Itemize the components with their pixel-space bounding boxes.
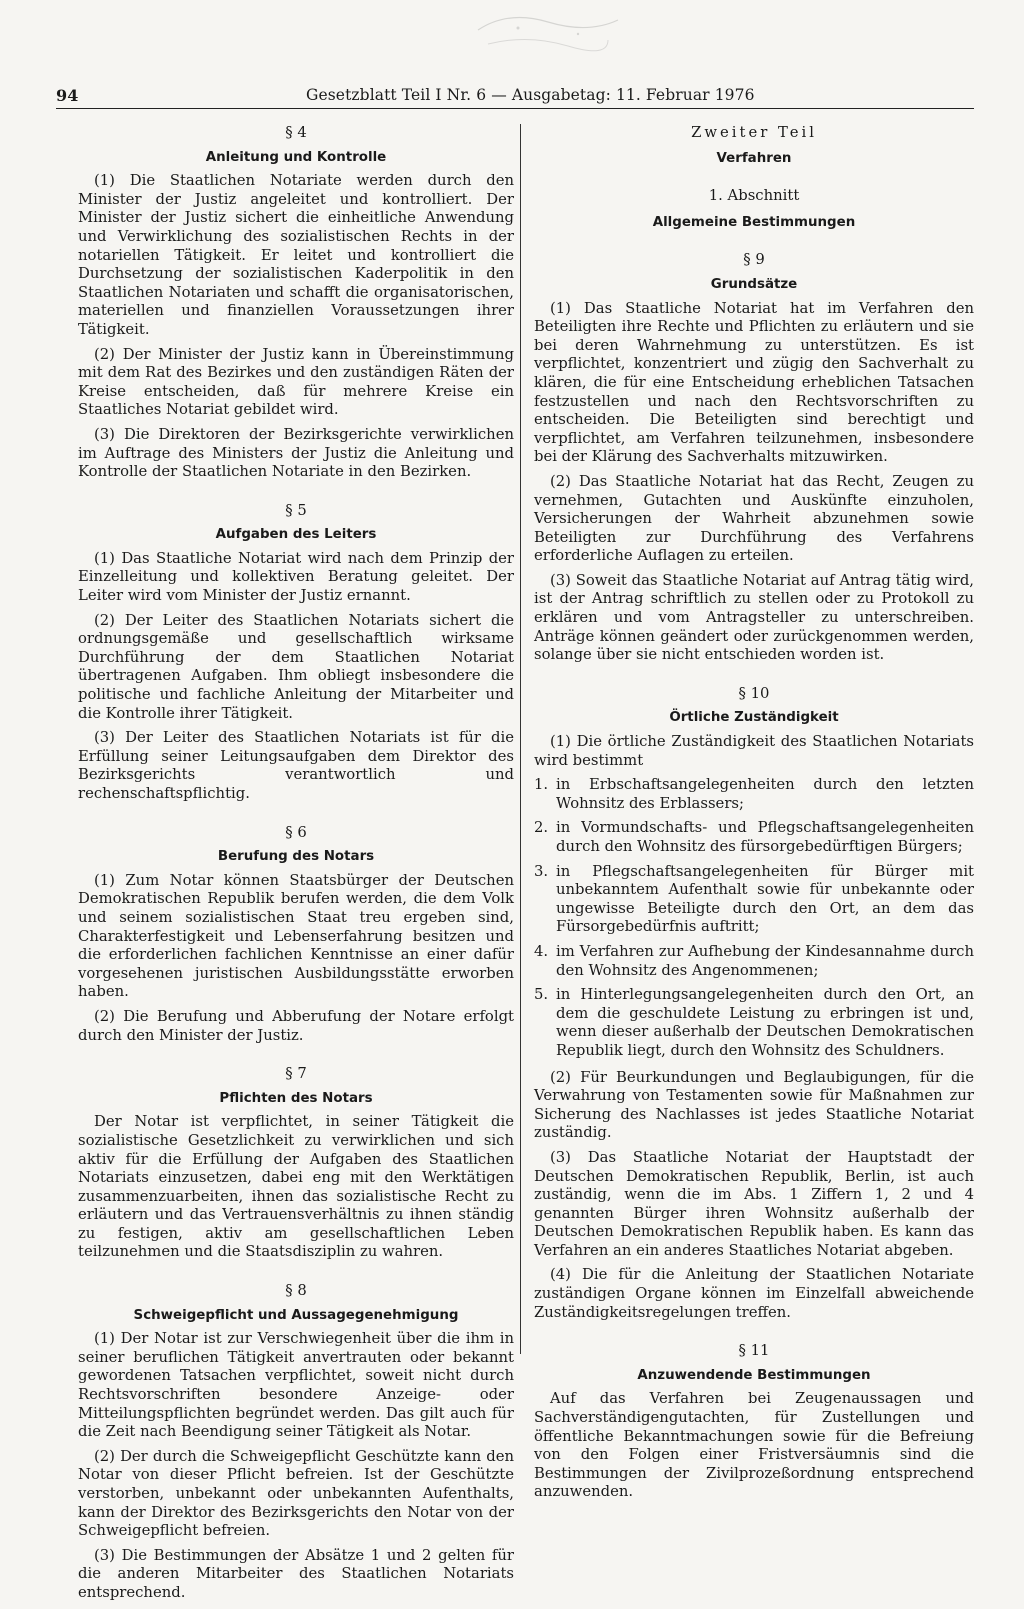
page-header (56, 86, 974, 110)
section-number: § 9 (743, 251, 765, 269)
section-number: § 6 (285, 823, 307, 841)
list-item: 4. im Verfahren zur Aufhebung der Kindesannahme durch den Wohnsitz des Angenommenen; (534, 942, 974, 979)
list-item: 2. in Vormundschafts- und Pflegschaftsangelegenheiten durch den Wohnsitz des fürsorgebedürftigen Bürgers; (534, 819, 974, 855)
chapter-title: Allgemeine Bestimmungen (652, 214, 856, 230)
paragraph: (1) Das Staatliche Notariat wird nach dem Prinzip der Einzelleitung und kollektiven Beratung geleitet. Der Leiter wird vom Minister der Justiz ernannt. (78, 549, 514, 605)
section-number: § 10 (738, 684, 770, 702)
paragraph: (2) Der durch die Schweigepflicht Geschützte kann den Notar von dieser Pflicht befreien. Ist der Geschützte verstorben, unbekannt oder unbekannten Aufenthalts, kann der Direktor des Bezirksgerichts den Notar von der Schweigepflicht befreien. (78, 1447, 514, 1540)
jurisdiction-list (534, 776, 974, 1060)
list-item: 5. in Hinterlegungsangelegenheiten durch den Ort, an dem die geschuldete Leistung zu erbringen ist und, wenn dieser außerhalb der Deutschen Demokratischen Republik liegt, durch den Wohnsitz des Schuldners. (534, 986, 974, 1059)
section-title: Aufgaben des Leiters (215, 527, 377, 543)
paragraph: (4) Die für die Anleitung der Staatlichen Notariate zuständigen Organe können im Einzelfall abweichende Zuständigkeitsregelungen treffen. (534, 1266, 974, 1321)
section-title: Grundsätze (710, 276, 798, 292)
section-5 (78, 502, 514, 804)
right-column (534, 124, 974, 1508)
paragraph: Auf das Verfahren bei Zeugenaussagen und Sachverständigengutachten, für Zustellungen und öffentliche Bekanntmachungen sowie für die Befreiung von den Folgen einer Fristversäumnis sind die Bestimmungen der Zivilprozeßordnung entsprechend anzuwenden. (534, 1390, 974, 1501)
section-number: § 5 (285, 501, 307, 519)
section-8 (78, 1282, 514, 1603)
chapter-label: 1. Abschnitt (708, 187, 800, 205)
paragraph: (3) Soweit das Staatliche Notariat auf Antrag tätig wird, ist der Antrag schriftlich zu stellen oder zu Protokoll zu erklären und vom Antragsteller zu unterschreiben. Anträge können geändert oder zurückgenommen werden, solange über sie nicht entschieden worden ist. (534, 571, 974, 664)
part-title: Zweiter Teil (691, 124, 817, 141)
paragraph: (1) Der Notar ist zur Verschwiegenheit über die ihm in seiner beruflichen Tätigkeit anvertrauten oder bekannt gewordenen Tatsachen verpflichtet, soweit nicht durch Rechtsvorschriften besondere Anzeige- oder Mitteilungspflichten begründet werden. Das gilt auch für die Zeit nach Beendigung seiner Tätigkeit als Notar. (78, 1330, 514, 1441)
section-4 (78, 124, 514, 482)
paragraph: (1) Die örtliche Zuständigkeit des Staatlichen Notariats wird bestimmt (534, 733, 974, 769)
part-subtitle: Verfahren (716, 150, 792, 166)
paragraph: (2) Der Minister der Justiz kann in Übereinstimmung mit dem Rat des Bezirkes und den zuständigen Räten der Kreise entscheiden, daß für mehrere Kreise ein Staatliches Notariat gebildet wird. (78, 345, 514, 419)
section-title: Anzuwendende Bestimmungen (637, 1367, 871, 1383)
paragraph: (3) Der Leiter des Staatlichen Notariats ist für die Erfüllung seiner Leitungsaufgaben dem Direktor des Bezirksgerichts verantwortlich und rechenschaftspflichtig. (78, 729, 514, 802)
column-divider (520, 124, 521, 1354)
section-7 (78, 1065, 514, 1262)
section-10 (534, 685, 974, 1322)
section-number: § 4 (285, 124, 307, 141)
paragraph: (2) Das Staatliche Notariat hat das Recht, Zeugen zu vernehmen, Gutachten und Auskünfte einzuholen, Versicherungen der Wahrheit abzunehmen sowie Beteiligten zur Durchführung des Verfahrens erforderliche Auflagen zu erteilen. (534, 472, 974, 565)
section-title: Berufung des Notars (217, 849, 375, 865)
paragraph: (3) Die Direktoren der Bezirksgerichte verwirklichen im Auftrage des Ministers der Justiz die Anleitung und Kontrolle der Staatlichen Notariate in den Bezirken. (78, 425, 514, 481)
section-9 (534, 251, 974, 664)
section-6 (78, 824, 514, 1046)
header-rule (56, 108, 974, 109)
paragraph: (2) Die Berufung und Abberufung der Notare erfolgt durch den Minister der Justiz. (78, 1007, 514, 1044)
paragraph: (3) Das Staatliche Notariat der Hauptstadt der Deutschen Demokratischen Republik, Berlin, ist auch zuständig, wenn die im Abs. 1 Ziffern 1, 2 und 4 genannten Bürger ihren Wohnsitz außerhalb der Deutschen Demokratischen Republik haben. Es kann das Verfahren an ein anderes Staatliches Notariat abgeben. (534, 1148, 974, 1259)
archive-stamp-smudge (458, 0, 628, 64)
left-column (78, 124, 514, 1609)
section-number: § 11 (738, 1342, 770, 1360)
section-11 (534, 1342, 974, 1502)
running-title: Gesetzblatt Teil I Nr. 6 — Ausgabetag: 11. Februar 1976 (306, 86, 755, 104)
section-title: Anleitung und Kontrolle (205, 149, 387, 165)
list-item: 1. in Erbschaftsangelegenheiten durch den letzten Wohnsitz des Erblassers; (534, 776, 974, 812)
paragraph: (2) Der Leiter des Staatlichen Notariats sichert die ordnungsgemäße und gesellschaftlich wirksame Durchführung der dem Staatlichen Notariat übertragenen Aufgaben. Ihm obliegt insbesondere die politische und fachliche Anleitung der Mitarbeiter und die Kontrolle ihrer Tätigkeit. (78, 611, 514, 722)
section-number: § 8 (285, 1282, 307, 1300)
paragraph: Der Notar ist verpflichtet, in seiner Tätigkeit die sozialistische Gesetzlichkeit zu verwirklichen und sich aktiv für die Erfüllung der Aufgaben des Staatlichen Notariats einzusetzen, dabei eng mit den Werktätigen zusammenzuarbeiten, ihnen das sozialistische Recht zu erläutern und das Vertrauensverhältnis zu ihnen ständig zu festigen, aktiv am gesellschaftlichen Leben teilzunehmen und die Staatsdisziplin zu wahren. (78, 1113, 514, 1261)
paragraph: (2) Für Beurkundungen und Beglaubigungen, für die Verwahrung von Testamenten sowie für Maßnahmen zur Sicherung des Nachlasses ist jedes Staatliche Notariat zuständig. (534, 1068, 974, 1142)
section-title: Pflichten des Notars (219, 1090, 373, 1106)
paragraph: (1) Die Staatlichen Notariate werden durch den Minister der Justiz angeleitet und kontrolliert. Der Minister der Justiz sichert die einheitliche Anwendung und Verwirklichung des sozialistischen Rechts in der notariellen Tätigkeit. Er leitet und kontrolliert die Durchsetzung der sozialistischen Kaderpolitik in den Staatlichen Notariaten und schafft die organisatorischen, materiellen und finanziellen Voraussetzungen ihrer Tätigkeit. (78, 172, 514, 338)
page-number: 94 (56, 86, 79, 105)
paragraph: (3) Die Bestimmungen der Absätze 1 und 2 gelten für die anderen Mitarbeiter des Staatlichen Notariats entsprechend. (78, 1546, 514, 1601)
section-title: Örtliche Zuständigkeit (669, 710, 839, 726)
section-number: § 7 (285, 1065, 307, 1083)
paragraph: (1) Zum Notar können Staatsbürger der Deutschen Demokratischen Republik berufen werden, die dem Volk und seinem sozialistischen Staat treu ergeben sind, Charakterfestigkeit und Lebenserfahrung besitzen und die erforderlichen fachlichen Kenntnisse an einer dafür vorgesehenen juristischen Ausbildungsstätte erworben haben. (78, 871, 514, 1001)
paragraph: (1) Das Staatliche Notariat hat im Verfahren den Beteiligten ihre Rechte und Pflichten zu erläutern und sie bei deren Wahrnehmung zu unterstützen. Es ist verpflichtet, konzentriert und zügig den Sachverhalt zu klären, die für eine Entscheidung erheblichen Tatsachen festzustellen und nach den Rechtsvorschriften zu entscheiden. Die Beteiligten sind berechtigt und verpflichtet, am Verfahren teilzunehmen, insbesondere bei der Klärung des Sachverhalts mitzuwirken. (534, 299, 974, 466)
section-title: Schweigepflicht und Aussagegenehmigung (133, 1307, 459, 1323)
list-item: 3. in Pflegschaftsangelegenheiten für Bürger mit unbekanntem Aufenthalt sowie für unbekannte oder ungewisse Beteiligte durch den Ort, an dem das Fürsorgebedürfnis auftritt; (534, 862, 974, 936)
